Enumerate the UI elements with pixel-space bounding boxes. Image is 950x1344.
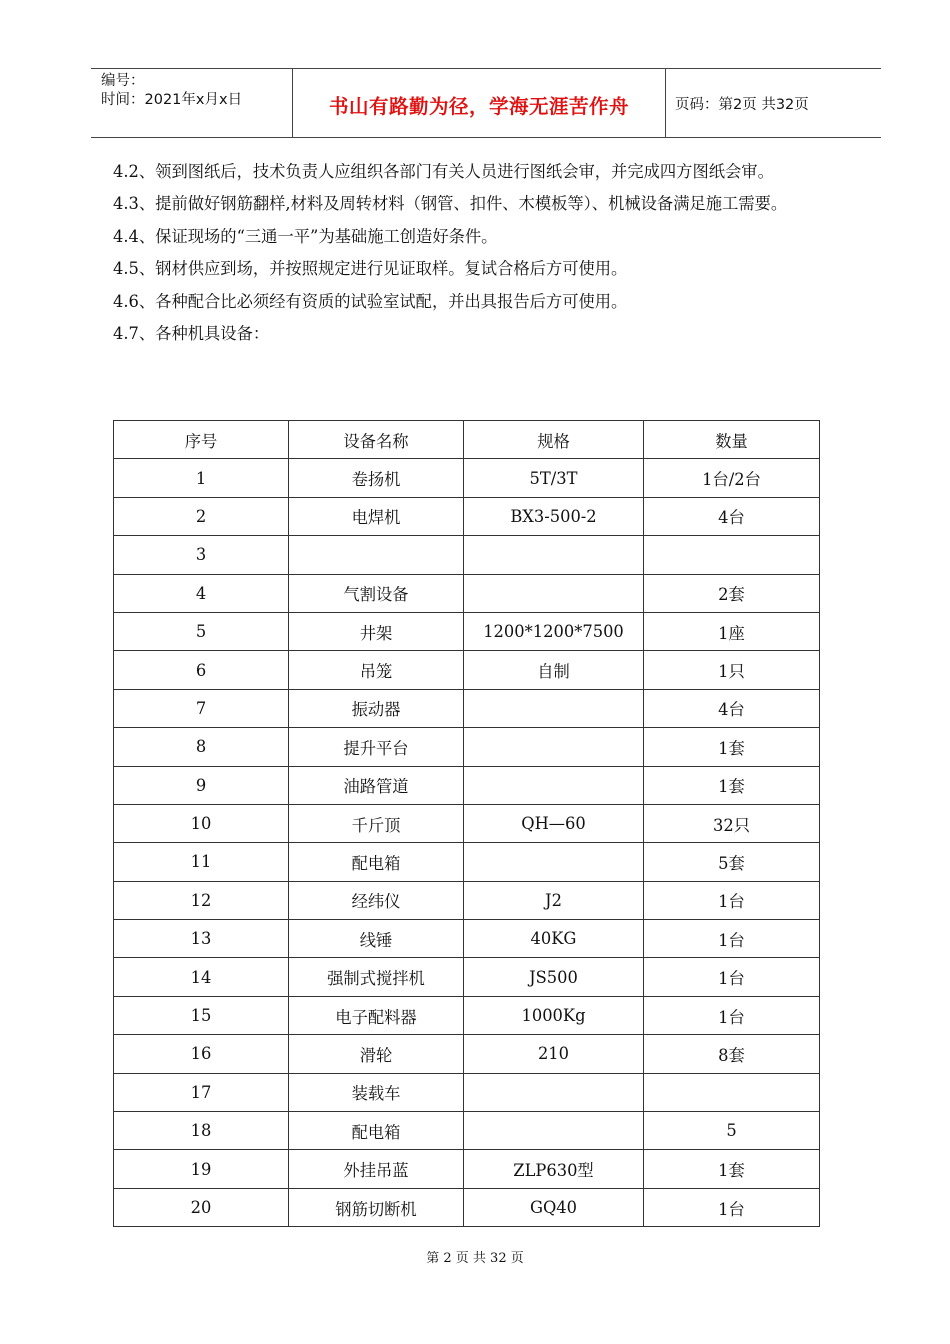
cell-equipment-name: 振动器 <box>289 689 464 727</box>
cell-spec: 40KG <box>464 920 644 958</box>
table-row <box>114 766 820 804</box>
paragraph: 4.4、保证现场的“三通一平”为基础施工创造好条件。 <box>113 226 498 246</box>
cell-spec <box>464 574 644 612</box>
cell-spec <box>464 843 644 881</box>
header-divider <box>665 69 666 137</box>
document-body <box>113 156 873 350</box>
cell-spec: BX3-500-2 <box>464 497 644 535</box>
cell-index: 15 <box>114 996 289 1034</box>
table-header-row <box>114 421 820 459</box>
table-row <box>114 1035 820 1073</box>
header-motto: 书山有路勤为径，学海无涯苦作舟 <box>328 95 629 118</box>
table-row <box>114 804 820 842</box>
cell-spec <box>464 689 644 727</box>
paragraph: 4.2、领到图纸后，技术负责人应组织各部门有关人员进行图纸会审，并完成四方图纸会审。 <box>113 162 774 181</box>
cell-index: 13 <box>114 920 289 958</box>
table-row <box>114 1073 820 1111</box>
table-row <box>114 574 820 612</box>
cell-equipment-name: 外挂吊蓝 <box>289 1150 464 1188</box>
table-row <box>114 536 820 574</box>
cell-equipment-name: 装载车 <box>289 1073 464 1111</box>
cell-index: 5 <box>114 612 289 650</box>
cell-quantity: 1台/2台 <box>644 459 820 497</box>
cell-equipment-name: 钢筋切断机 <box>289 1188 464 1226</box>
cell-index: 8 <box>114 728 289 766</box>
table-row <box>114 459 820 497</box>
page-number-label: 页码：第2页 共32页 <box>675 97 809 113</box>
table-row <box>114 1188 820 1226</box>
cell-spec: 5T/3T <box>464 459 644 497</box>
cell-equipment-name: 卷扬机 <box>289 459 464 497</box>
cell-spec <box>464 536 644 574</box>
cell-index: 3 <box>114 536 289 574</box>
column-header: 数量 <box>644 421 820 459</box>
cell-spec <box>464 1073 644 1111</box>
cell-quantity: 32只 <box>644 804 820 842</box>
equipment-table <box>113 420 820 1227</box>
paragraph: 4.5、钢材供应到场，并按照规定进行见证取样。复试合格后方可使用。 <box>113 259 628 279</box>
cell-quantity: 2套 <box>644 574 820 612</box>
cell-quantity: 5套 <box>644 843 820 881</box>
cell-quantity <box>644 536 820 574</box>
cell-index: 18 <box>114 1112 289 1150</box>
table-row <box>114 1112 820 1150</box>
table-row <box>114 497 820 535</box>
table-row <box>114 920 820 958</box>
time-label: 时间：2021年x月x日 <box>101 92 243 108</box>
cell-equipment-name: 线锤 <box>289 920 464 958</box>
cell-quantity: 1只 <box>644 651 820 689</box>
table-row <box>114 1150 820 1188</box>
cell-spec: J2 <box>464 881 644 919</box>
cell-index: 6 <box>114 651 289 689</box>
cell-index: 7 <box>114 689 289 727</box>
cell-equipment-name: 千斤顶 <box>289 804 464 842</box>
cell-spec <box>464 766 644 804</box>
cell-quantity: 4台 <box>644 497 820 535</box>
paragraph: 4.7、各种机具设备： <box>113 324 270 344</box>
cell-equipment-name: 电焊机 <box>289 497 464 535</box>
cell-index: 20 <box>114 1188 289 1226</box>
table-row <box>114 881 820 919</box>
page-header <box>91 68 881 138</box>
cell-equipment-name: 吊笼 <box>289 651 464 689</box>
header-meta <box>101 72 242 110</box>
cell-spec: 自制 <box>464 651 644 689</box>
cell-equipment-name: 配电箱 <box>289 843 464 881</box>
cell-index: 1 <box>114 459 289 497</box>
table-row <box>114 843 820 881</box>
cell-index: 11 <box>114 843 289 881</box>
cell-quantity: 1套 <box>644 728 820 766</box>
paragraph: 4.6、各种配合比必须经有资质的试验室试配，并出具报告后方可使用。 <box>113 291 628 311</box>
cell-index: 10 <box>114 804 289 842</box>
cell-spec <box>464 1112 644 1150</box>
column-header: 序号 <box>114 421 289 459</box>
table-row <box>114 689 820 727</box>
column-header: 规格 <box>464 421 644 459</box>
table-row <box>114 958 820 996</box>
cell-index: 2 <box>114 497 289 535</box>
cell-quantity <box>644 1073 820 1111</box>
table-body <box>114 459 820 1227</box>
cell-equipment-name: 油路管道 <box>289 766 464 804</box>
paragraph: 4.3、提前做好钢筋翻样,材料及周转材料（钢管、扣件、木模板等）、机械设备满足施工需要。 <box>113 194 788 214</box>
cell-index: 19 <box>114 1150 289 1188</box>
cell-quantity: 1套 <box>644 766 820 804</box>
cell-equipment-name: 经纬仪 <box>289 881 464 919</box>
serial-label: 编号： <box>101 73 145 89</box>
cell-spec: JS500 <box>464 958 644 996</box>
cell-spec: GQ40 <box>464 1188 644 1226</box>
cell-equipment-name: 滑轮 <box>289 1035 464 1073</box>
table-row <box>114 728 820 766</box>
cell-quantity: 8套 <box>644 1035 820 1073</box>
cell-quantity: 1台 <box>644 996 820 1034</box>
cell-quantity: 1台 <box>644 920 820 958</box>
cell-quantity: 4台 <box>644 689 820 727</box>
cell-index: 17 <box>114 1073 289 1111</box>
cell-equipment-name: 井架 <box>289 612 464 650</box>
cell-spec: 1200*1200*7500 <box>464 612 644 650</box>
cell-equipment-name: 电子配料器 <box>289 996 464 1034</box>
cell-spec: 1000Kg <box>464 996 644 1034</box>
table-row <box>114 651 820 689</box>
cell-spec: QH—60 <box>464 804 644 842</box>
column-header: 设备名称 <box>289 421 464 459</box>
cell-index: 12 <box>114 881 289 919</box>
cell-index: 14 <box>114 958 289 996</box>
cell-spec: ZLP630型 <box>464 1150 644 1188</box>
cell-spec: 210 <box>464 1035 644 1073</box>
cell-equipment-name: 提升平台 <box>289 728 464 766</box>
cell-index: 9 <box>114 766 289 804</box>
cell-quantity: 1台 <box>644 881 820 919</box>
table-row <box>114 612 820 650</box>
cell-quantity: 1座 <box>644 612 820 650</box>
cell-quantity: 1套 <box>644 1150 820 1188</box>
cell-index: 4 <box>114 574 289 612</box>
cell-spec <box>464 728 644 766</box>
cell-equipment-name: 配电箱 <box>289 1112 464 1150</box>
cell-quantity: 5 <box>644 1112 820 1150</box>
page-footer: 第 2 页 共 32 页 <box>426 1251 524 1266</box>
cell-quantity: 1台 <box>644 958 820 996</box>
cell-index: 16 <box>114 1035 289 1073</box>
cell-equipment-name: 强制式搅拌机 <box>289 958 464 996</box>
table-row <box>114 996 820 1034</box>
cell-equipment-name: 气割设备 <box>289 574 464 612</box>
cell-quantity: 1台 <box>644 1188 820 1226</box>
cell-equipment-name <box>289 536 464 574</box>
